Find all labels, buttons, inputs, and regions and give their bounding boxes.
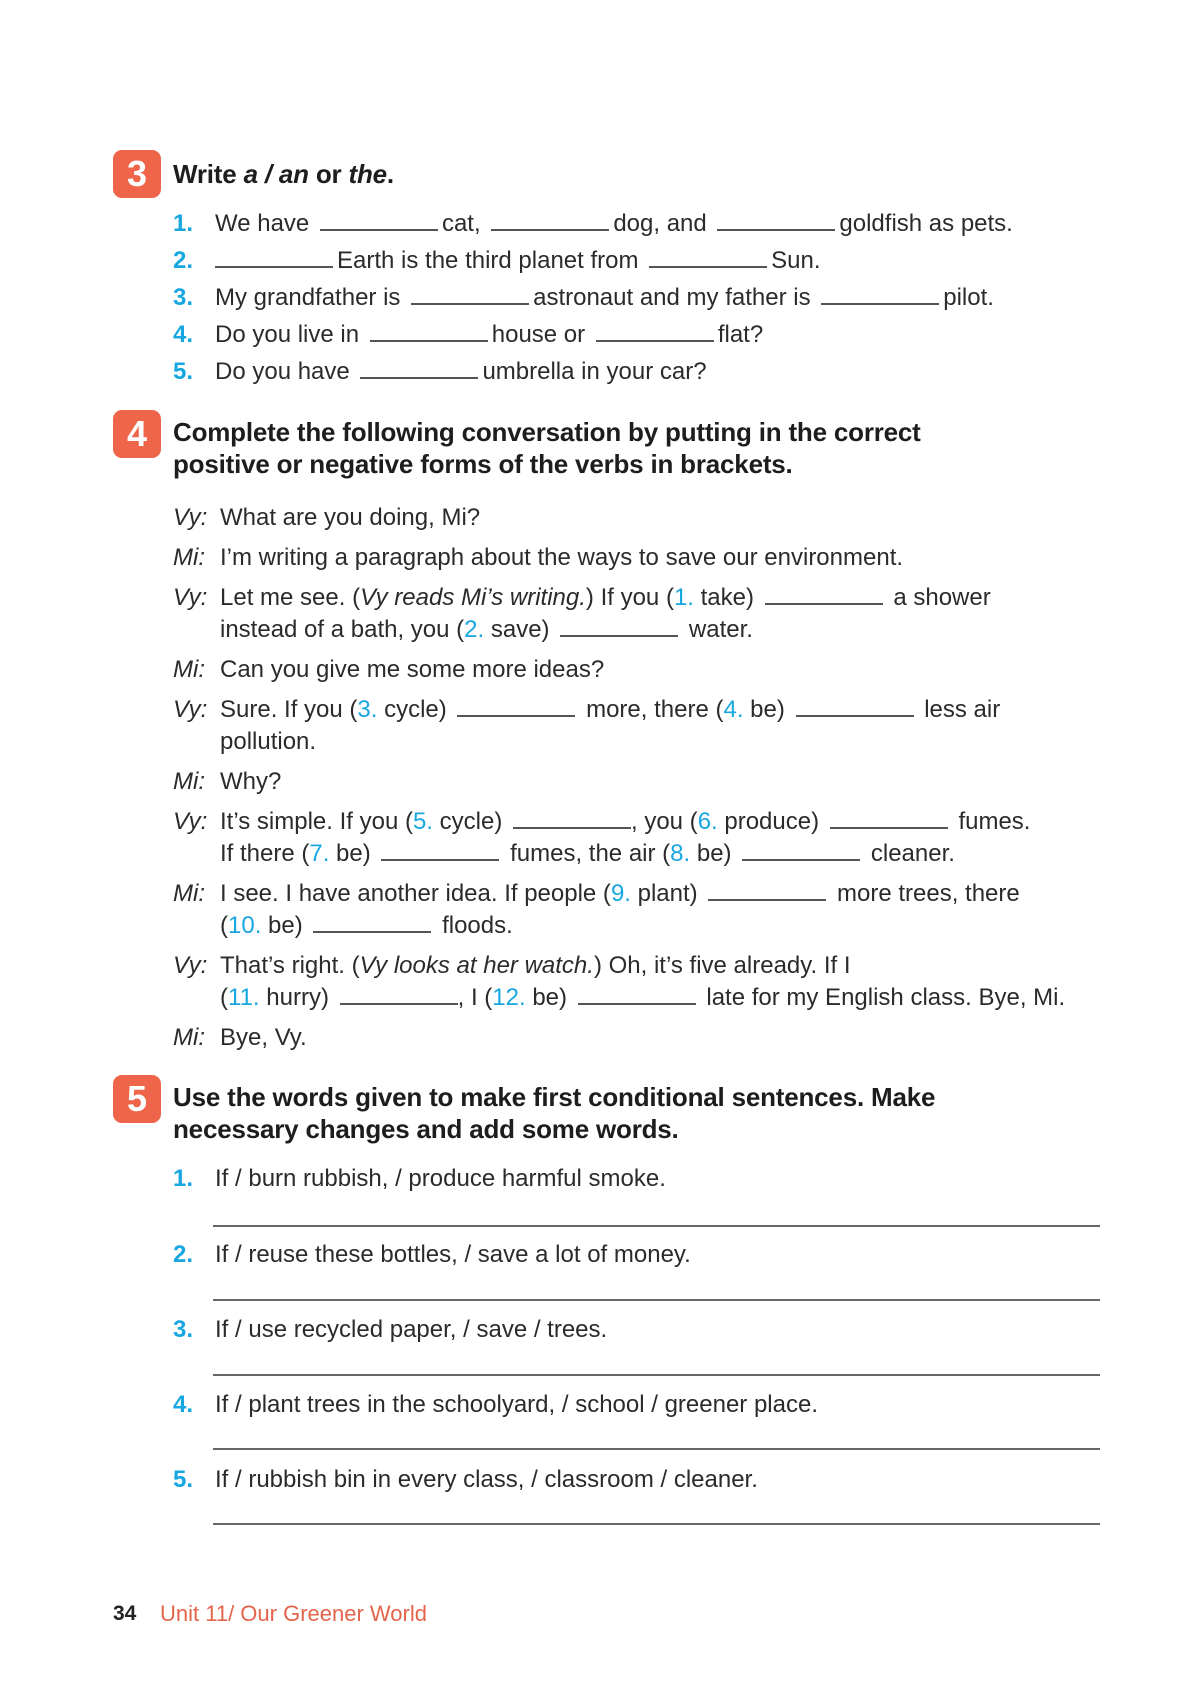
item-text: house or [491,321,586,348]
title-text: or [308,159,349,189]
ex5-item-3 [173,1315,607,1345]
speech: be) [261,912,303,939]
stage-direction: Vy looks at her watch. [359,952,594,979]
dialogue-line [173,503,480,533]
answer-line-2[interactable] [213,1299,1100,1301]
speech: floods. [442,912,513,939]
title-line: necessary changes and add some words. [173,1114,679,1144]
item-number: 4. [173,321,194,348]
speech: That’s right. ( [220,952,360,979]
speech: Can you give me some more ideas? [220,656,605,683]
exercise-5-badge: 5 [113,1075,161,1123]
speaker: Vy: [173,584,208,611]
speaker: Vy: [173,696,208,723]
blank-number: 9. [610,880,631,907]
item-number: 4. [173,1391,194,1418]
item-number: 1. [173,210,194,237]
blank-number: 1. [673,584,694,611]
item-text: umbrella in your car? [482,358,707,385]
answer-blank[interactable] [765,585,883,605]
answer-blank[interactable] [596,322,714,342]
answer-blank[interactable] [360,359,478,379]
speaker: Vy: [173,952,208,979]
speech: be) [743,696,785,723]
dialogue-line [173,807,1030,837]
blank-number: 2. [464,616,485,643]
item-number: 2. [173,247,194,274]
ex3-item-2 [173,246,821,276]
speech: , I ( [457,984,493,1011]
speech: be) [690,840,732,867]
answer-blank[interactable] [411,285,529,305]
blank-number: 7. [309,840,330,867]
dialogue-line [173,879,1020,909]
speech: less air [924,696,1001,723]
item-number: 3. [173,1316,194,1343]
item-text: We have [215,210,310,237]
exercise-4-title [173,416,921,480]
speech: ( [220,912,228,939]
speech: ) Oh, it’s five already. If I [593,952,851,979]
speech: pollution. [220,728,317,755]
ex3-item-4 [173,320,763,350]
item-text: Do you have [215,358,350,385]
dialogue-line [173,839,955,869]
item-text: If / burn rubbish, / produce harmful smoke. [215,1165,666,1192]
item-number: 1. [173,1165,194,1192]
speech: fumes. [958,808,1031,835]
speech: Sure. If you ( [220,696,358,723]
speech: If there ( [220,840,310,867]
exercise-3-badge: 3 [113,150,161,198]
blank-number: 10. [228,912,262,939]
unit-title: Unit 11/ Our Greener World [160,1601,427,1626]
speech: plant) [630,880,698,907]
blank-number: 12. [492,984,526,1011]
speech: be) [525,984,568,1011]
speech: , you ( [630,808,698,835]
title-text: the [348,159,387,189]
item-text: If / use recycled paper, / save / trees. [215,1316,608,1343]
answer-blank[interactable] [215,248,333,268]
answer-blank[interactable] [313,913,431,933]
item-text: My grandfather is [215,284,401,311]
answer-blank[interactable] [340,985,458,1005]
speech: cleaner. [870,840,955,867]
speech: fumes, the air ( [510,840,671,867]
speech: produce) [717,808,820,835]
title-text: a / an [243,159,309,189]
item-text: flat? [717,321,764,348]
item-number: 5. [173,1466,194,1493]
blank-number: 11. [228,984,260,1011]
dialogue-line [173,1023,307,1053]
title-text: Write [173,159,244,189]
item-text: astronaut and my father is [533,284,811,311]
answer-blank[interactable] [491,211,609,231]
answer-blank[interactable] [796,697,914,717]
speech: It’s simple. If you ( [220,808,413,835]
answer-blank[interactable] [649,248,767,268]
page-number: 34 [113,1602,137,1625]
item-text: goldfish as pets. [839,210,1013,237]
speaker: Vy: [173,504,208,531]
blank-number: 6. [697,808,718,835]
answer-blank[interactable] [370,322,488,342]
ex5-item-4 [173,1390,818,1420]
dialogue-line [173,655,604,685]
answer-blank[interactable] [560,617,678,637]
blank-number: 5. [412,808,433,835]
dialogue-line [173,583,991,613]
stage-direction: Vy reads Mi’s writing. [360,584,586,611]
dialogue-line [173,695,1000,725]
ex5-item-1 [173,1164,666,1194]
answer-blank[interactable] [457,697,575,717]
speech: What are you doing, Mi? [220,504,481,531]
answer-blank[interactable] [830,809,948,829]
speech: cycle) [432,808,503,835]
exercise-3-title [173,158,394,190]
item-number: 5. [173,358,194,385]
speech: cycle) [377,696,447,723]
speech: I’m writing a paragraph about the ways to save our environment. [220,544,904,571]
speech: be) [329,840,371,867]
title-line: positive or negative forms of the verbs in brackets. [173,449,793,479]
speech: hurry) [259,984,329,1011]
speech: Bye, Vy. [220,1024,307,1051]
answer-blank[interactable] [717,211,835,231]
item-text: Sun. [771,247,821,274]
item-number: 2. [173,1241,194,1268]
answer-line-5[interactable] [213,1523,1100,1525]
speech: water. [688,616,753,643]
blank-number: 8. [670,840,691,867]
speech: Let me see. ( [220,584,361,611]
answer-blank[interactable] [742,841,860,861]
speaker: Mi: [173,656,205,683]
speaker: Mi: [173,768,205,795]
dialogue-line [173,951,851,981]
ex5-item-5 [173,1465,758,1495]
item-number: 3. [173,284,194,311]
exercise-4-badge: 4 [113,410,161,458]
answer-blank[interactable] [578,985,696,1005]
exercise-5-title [173,1081,935,1145]
item-text: If / plant trees in the schoolyard, / school / greener place. [215,1391,818,1418]
answer-line-4[interactable] [213,1448,1100,1450]
item-text: Earth is the third planet from [337,247,639,274]
ex5-item-2 [173,1240,691,1270]
speaker: Mi: [173,1024,205,1051]
speech: save) [484,616,550,643]
ex3-item-1 [173,209,1013,239]
dialogue-line [173,543,903,573]
answer-blank[interactable] [513,809,631,829]
answer-blank[interactable] [381,841,499,861]
dialogue-line [173,983,1065,1013]
speaker: Vy: [173,808,208,835]
ex3-item-3 [173,283,994,313]
speech: more trees, there [837,880,1020,907]
item-text: If / reuse these bottles, / save a lot of money. [215,1241,691,1268]
speech: Why? [220,768,282,795]
speaker: Mi: [173,544,205,571]
ex3-item-5 [173,357,707,387]
item-text: Do you live in [215,321,360,348]
answer-blank[interactable] [821,285,939,305]
answer-blank[interactable] [320,211,438,231]
title-line: Complete the following conversation by putting in the correct [173,417,921,447]
title-line: Use the words given to make first conditional sentences. Make [173,1082,936,1112]
answer-line-3[interactable] [213,1374,1100,1376]
speech: a shower [893,584,991,611]
dialogue-line [173,615,753,645]
blank-number: 3. [357,696,378,723]
speech: instead of a bath, you ( [220,616,465,643]
blank-number: 4. [723,696,744,723]
speech: take) [693,584,754,611]
item-text: pilot. [943,284,994,311]
speech: ) If you ( [585,584,674,611]
item-text: dog, and [613,210,707,237]
answer-line-1[interactable] [213,1225,1100,1227]
speech: more, there ( [586,696,724,723]
dialogue-line [173,727,316,757]
speaker: Mi: [173,880,205,907]
speech: late for my English class. Bye, Mi. [706,984,1066,1011]
title-text: . [386,159,394,189]
dialogue-line [173,911,513,941]
speech: I see. I have another idea. If people ( [220,880,611,907]
speech: ( [220,984,228,1011]
dialogue-line [173,767,281,797]
item-text: If / rubbish bin in every class, / classroom / cleaner. [215,1466,758,1493]
answer-blank[interactable] [708,881,826,901]
item-text: cat, [441,210,481,237]
